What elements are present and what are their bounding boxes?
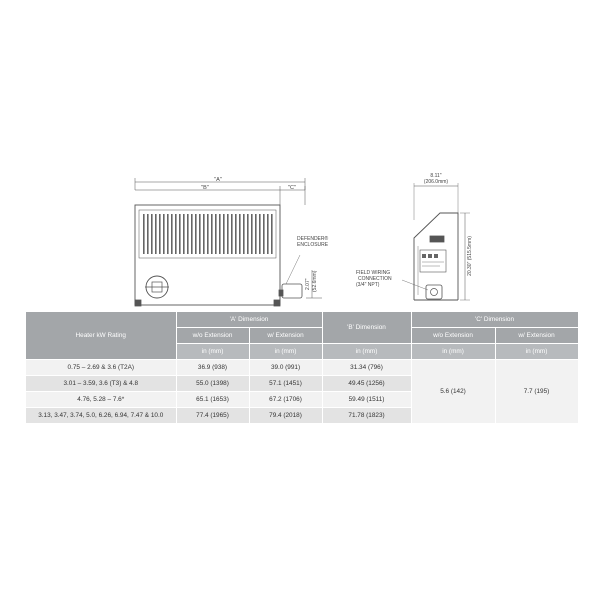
row-b: 71.78 (1823) (322, 408, 411, 424)
grille-fin (251, 214, 253, 254)
unit-c-w: in (mm) (495, 344, 578, 360)
grille-fin (267, 214, 269, 254)
grille-fin (171, 214, 173, 254)
grille-fin (187, 214, 189, 254)
header-a-wo-extension: w/o Extension (176, 328, 249, 344)
grille-fin (259, 214, 261, 254)
wiring-label-line2: CONNECTION (358, 276, 392, 282)
unit-a-w: in (mm) (249, 344, 322, 360)
row-a-wo: 65.1 (1653) (176, 392, 249, 408)
header-rating: Heater kW Rating (26, 312, 176, 360)
row-rating: 3.13, 3.47, 3.74, 5.0, 6.26, 6.94, 7.47 & 10.0 (26, 408, 176, 424)
side-view-labels (356, 173, 473, 288)
grille-fin (175, 214, 177, 254)
grille-fin (239, 214, 241, 254)
grille-fin (243, 214, 245, 254)
side-view (402, 183, 470, 300)
grille-fin (207, 214, 209, 254)
grille-fin (263, 214, 265, 254)
row-a-w: 57.1 (1451) (249, 376, 322, 392)
row-rating: 4.76, 5.28 – 7.6* (26, 392, 176, 408)
grille-fin (211, 214, 213, 254)
header-a-dimension: 'A' Dimension (176, 312, 322, 328)
wiring-label-line3: (3/4" NPT) (356, 282, 380, 288)
grille-fin (159, 214, 161, 254)
grille-fin (203, 214, 205, 254)
grille-fin (255, 214, 257, 254)
grille-fin (167, 214, 169, 254)
depth-in-label: 8.11" (430, 173, 442, 179)
height-mm-label: (52.6mm) (312, 270, 318, 292)
table-header-row-1 (26, 312, 578, 328)
row-a-w: 67.2 (1706) (249, 392, 322, 408)
height-in-label: 2.07" (305, 278, 311, 290)
grille-fin (195, 214, 197, 254)
front-view-fins (143, 214, 273, 254)
grille-fin (247, 214, 249, 254)
row-b: 59.49 (1511) (322, 392, 411, 408)
row-a-wo: 55.0 (1398) (176, 376, 249, 392)
unit-c-wo: in (mm) (411, 344, 495, 360)
row-a-wo: 77.4 (1965) (176, 408, 249, 424)
grille-fin (215, 214, 217, 254)
row-b: 31.34 (796) (322, 360, 411, 376)
grille-fin (219, 214, 221, 254)
grille-fin (151, 214, 153, 254)
enclosure-label-line1: DEFENDER® (297, 236, 329, 242)
row-a-w: 79.4 (2018) (249, 408, 322, 424)
grille-fin (223, 214, 225, 254)
c-w-value: 7.7 (195) (495, 360, 578, 424)
row-rating: 3.01 – 3.59, 3.6 (T3) & 4.8 (26, 376, 176, 392)
grille-fin (163, 214, 165, 254)
grille-fin (235, 214, 237, 254)
dim-c-label: "C" (288, 185, 296, 191)
table-row (26, 360, 578, 376)
header-c-dimension: 'C' Dimension (411, 312, 578, 328)
dim-a-label: "A" (214, 177, 222, 183)
enclosure-label-line2: ENCLOSURE (297, 242, 329, 248)
header-c-wo-extension: w/o Extension (411, 328, 495, 344)
c-wo-value: 5.6 (142) (411, 360, 495, 424)
grille-fin (143, 214, 145, 254)
grille-fin (199, 214, 201, 254)
dimension-table (26, 312, 579, 424)
grille-fin (183, 214, 185, 254)
grille-fin (155, 214, 157, 254)
grille-fin (227, 214, 229, 254)
header-a-w-extension: w/ Extension (249, 328, 322, 344)
row-a-w: 39.0 (991) (249, 360, 322, 376)
dim-b-label: "B" (201, 185, 209, 191)
depth-mm-label: (206.0mm) (423, 179, 449, 185)
grille-fin (231, 214, 233, 254)
side-height-label: 20.30" (515.5mm) (467, 236, 473, 276)
grille-fin (179, 214, 181, 254)
row-a-wo: 36.9 (938) (176, 360, 249, 376)
header-b-dimension: 'B' Dimension (322, 312, 411, 344)
grille-fin (191, 214, 193, 254)
row-b: 49.45 (1256) (322, 376, 411, 392)
wiring-label-line1: FIELD WIRING (356, 270, 391, 276)
grille-fin (147, 214, 149, 254)
row-rating: 0.75 – 2.69 & 3.6 (T2A) (26, 360, 176, 376)
header-c-w-extension: w/ Extension (495, 328, 578, 344)
unit-a-wo: in (mm) (176, 344, 249, 360)
unit-b: in (mm) (322, 344, 411, 360)
grille-fin (271, 214, 273, 254)
